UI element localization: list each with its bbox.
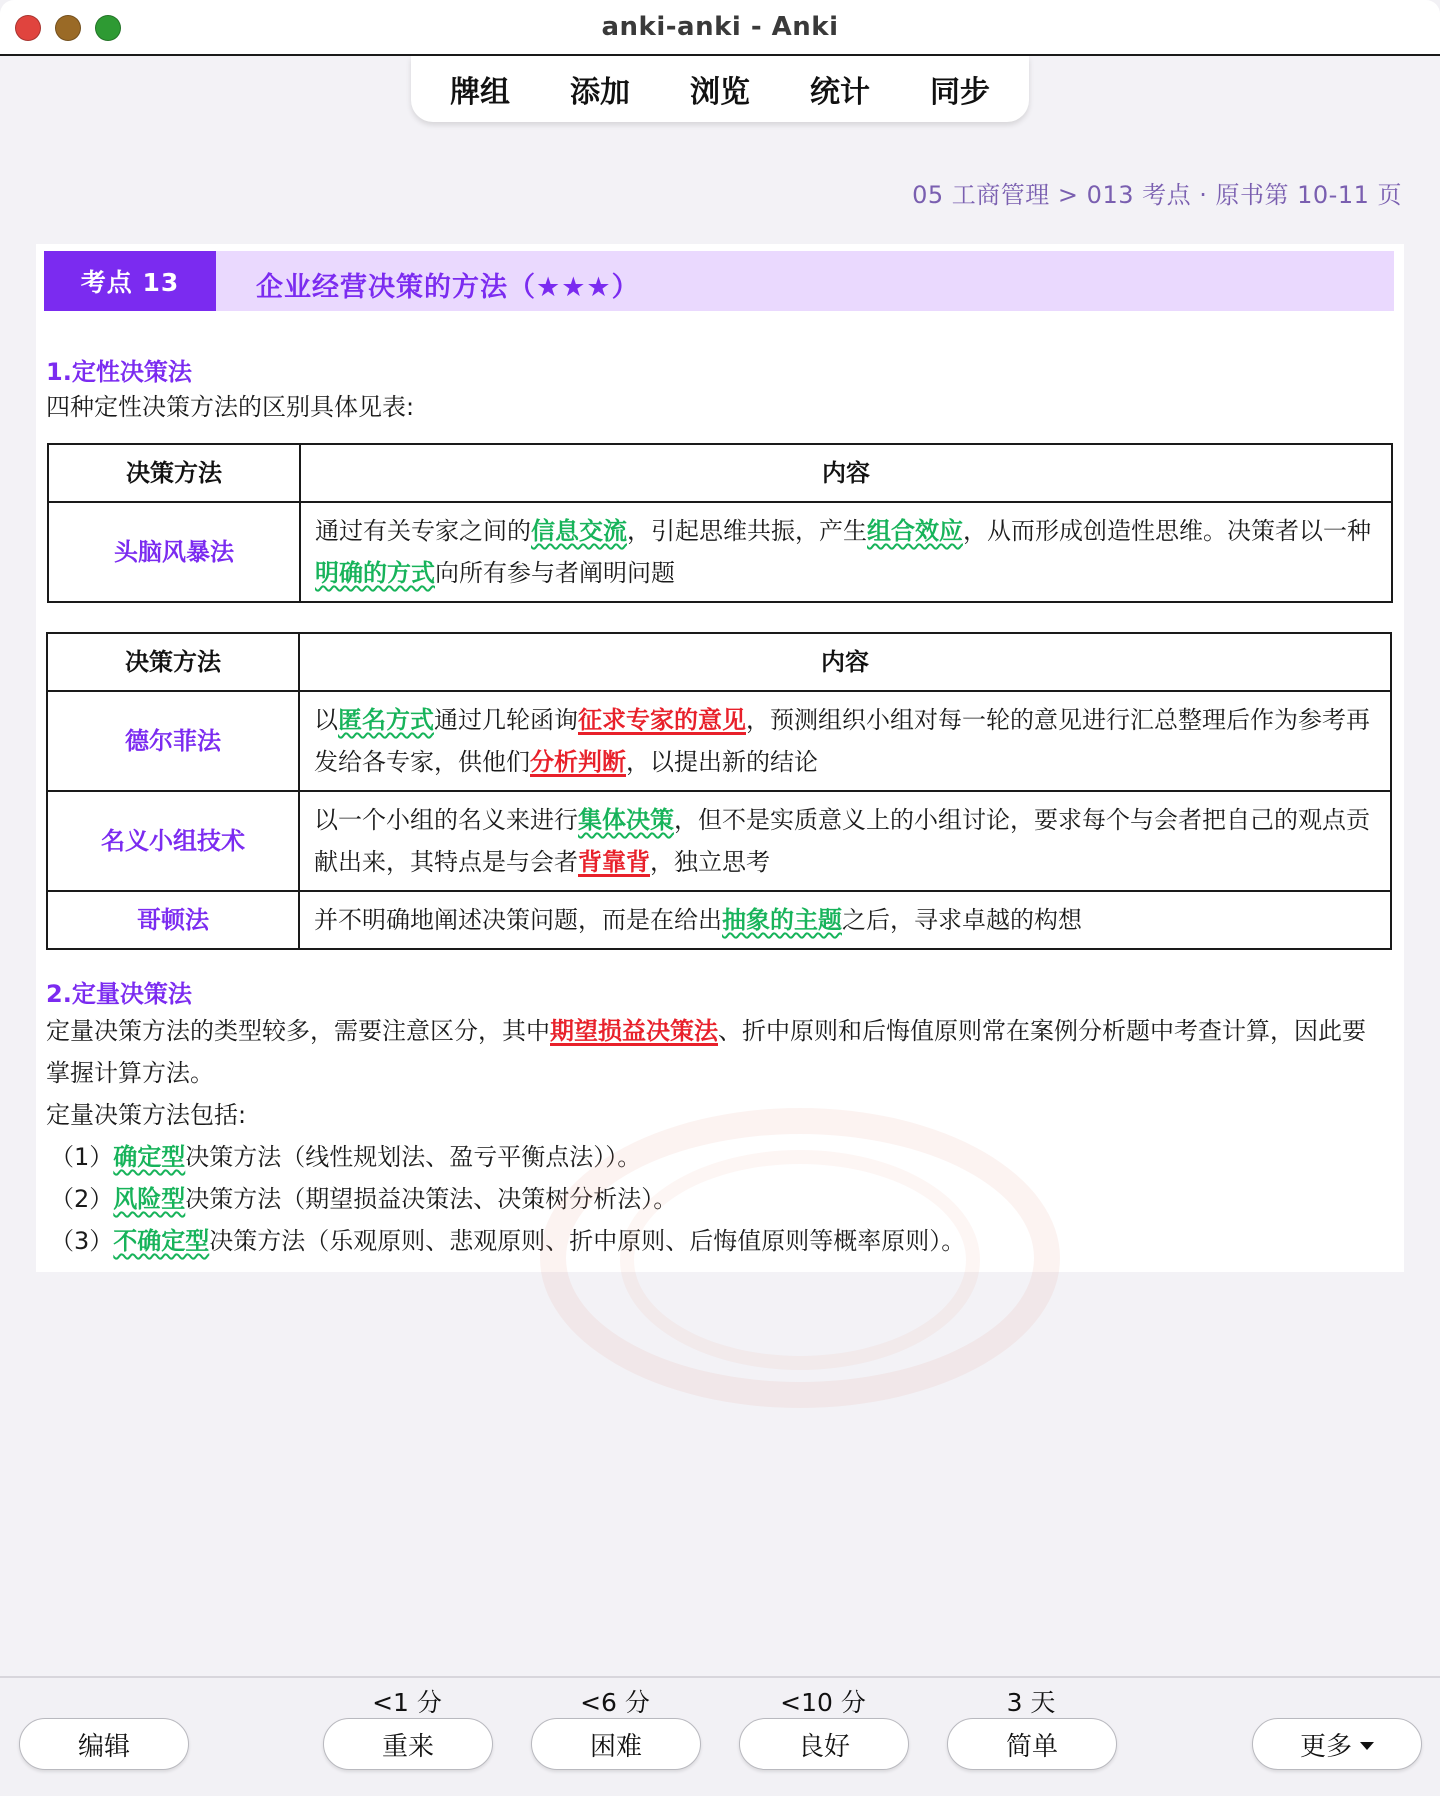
text-run: ，但不是实质意义上的小组讨论，要求每个与会者把自己的观点贡献出来，其特点是与会者 (314, 806, 1370, 876)
table-row (47, 891, 1391, 949)
text-run: （1） (50, 1143, 114, 1171)
good-button[interactable]: 良好 (739, 1718, 909, 1770)
table-row (48, 502, 1392, 602)
table-header-method: 决策方法 (48, 444, 300, 502)
text-run: 以 (314, 706, 338, 734)
interval-again: <1 分 (372, 1688, 442, 1717)
section-heading: 2.定量决策法 (46, 980, 192, 1008)
quant-list-intro: 定量决策方法包括: (46, 1101, 247, 1129)
interval-good: <10 分 (780, 1688, 866, 1717)
text-run: 、折中原则和后悔值原则常在案例分析题中考查计算，因此要掌握计算方法。 (46, 1017, 1366, 1087)
text-run: ，以提出新的结论 (626, 748, 818, 776)
nav-add[interactable]: 添加 (570, 75, 630, 110)
text-run: 以一个小组的名义来进行 (314, 806, 578, 834)
text-run: ，引起思维共振，产生 (627, 517, 867, 545)
section-heading: 1.定性决策法 (46, 358, 192, 386)
highlight-keyword: 信息交流 (531, 517, 627, 545)
method-name: 德尔菲法 (47, 691, 299, 791)
top-nav (411, 56, 1029, 122)
method-content (300, 502, 1392, 602)
highlight-key-point: 期望损益决策法 (550, 1017, 718, 1045)
nav-browse[interactable]: 浏览 (690, 75, 750, 110)
table-header-method: 决策方法 (47, 633, 299, 691)
easy-button[interactable]: 简单 (947, 1718, 1117, 1770)
hard-button[interactable]: 困难 (531, 1718, 701, 1770)
nav-sync[interactable]: 同步 (930, 75, 990, 110)
highlight-keyword: 明确的方式 (315, 559, 435, 587)
interval-hard: <6 分 (580, 1688, 650, 1717)
again-button[interactable]: 重来 (323, 1718, 493, 1770)
interval-easy: 3 天 (1006, 1688, 1056, 1717)
text-run: 并不明确地阐述决策问题，而是在给出 (314, 906, 722, 934)
table-header-content: 内容 (300, 444, 1392, 502)
chevron-down-icon (1360, 1742, 1374, 1750)
highlight-keyword: 集体决策 (578, 806, 674, 834)
edit-button[interactable]: 编辑 (19, 1718, 189, 1770)
text-run: （3） (50, 1227, 114, 1255)
method-content (299, 691, 1391, 791)
method-content (299, 791, 1391, 891)
method-name: 名义小组技术 (47, 791, 299, 891)
method-name: 哥顿法 (47, 891, 299, 949)
breadcrumb: 05 工商管理 > 013 考点 · 原书第 10-11 页 (912, 181, 1402, 209)
title-bar (0, 0, 1440, 56)
text-run: ，从而形成创造性思维。决策者以一种 (963, 517, 1371, 545)
section-intro: 四种定性决策方法的区别具体见表: (46, 393, 415, 421)
text-run: （2） (50, 1185, 114, 1213)
highlight-keyword: 匿名方式 (338, 706, 434, 734)
text-run: 通过几轮函询 (434, 706, 578, 734)
highlight-keyword: 风险型 (113, 1185, 186, 1213)
text-run: ，独立思考 (650, 848, 770, 876)
text-run: 通过有关专家之间的 (315, 517, 531, 545)
method-name: 头脑风暴法 (48, 502, 300, 602)
list-item (50, 1136, 641, 1178)
window-title: anki-anki - Anki (601, 12, 839, 42)
point-title: 企业经营决策的方法（★★★） (256, 272, 640, 303)
quant-paragraph (46, 1010, 1386, 1094)
point-header (44, 251, 1394, 311)
highlight-keyword: 不确定型 (113, 1227, 210, 1255)
text-run: ，预测组织小组对每一轮的意见进行汇总整理后作为参考再发给各专家，供他们 (314, 706, 1370, 776)
table-row (47, 791, 1391, 891)
highlight-keyword: 抽象的主题 (722, 906, 842, 934)
table-header-content: 内容 (299, 633, 1391, 691)
table-row (47, 691, 1391, 791)
highlight-keyword: 确定型 (113, 1143, 186, 1171)
point-tag: 考点 13 (44, 251, 216, 311)
highlight-key-point: 征求专家的意见 (578, 706, 746, 734)
text-run: 决策方法（乐观原则、悲观原则、折中原则、后悔值原则等概率原则）。 (209, 1227, 966, 1255)
more-button-label: 更多 (1299, 1731, 1352, 1762)
more-button[interactable] (1252, 1718, 1422, 1770)
answer-bar (0, 1676, 1440, 1796)
text-run: 决策方法（期望损益决策法、决策树分析法）。 (185, 1185, 678, 1213)
highlight-keyword: 组合效应 (867, 517, 963, 545)
qualitative-table-2 (46, 632, 1392, 950)
nav-decks[interactable]: 牌组 (450, 75, 510, 110)
text-run: 之后，寻求卓越的构想 (842, 906, 1082, 934)
highlight-key-point: 分析判断 (530, 748, 626, 776)
text-run: 定量决策方法的类型较多，需要注意区分，其中 (46, 1017, 550, 1045)
highlight-key-point: 背靠背 (578, 848, 650, 876)
nav-stats[interactable]: 统计 (810, 75, 870, 110)
method-content (299, 891, 1391, 949)
text-run: 决策方法（线性规划法、盈亏平衡点法））。 (185, 1143, 642, 1171)
qualitative-table-1 (47, 443, 1393, 603)
text-run: 向所有参与者阐明问题 (435, 559, 675, 587)
watermark-seal-inner (620, 1150, 980, 1370)
